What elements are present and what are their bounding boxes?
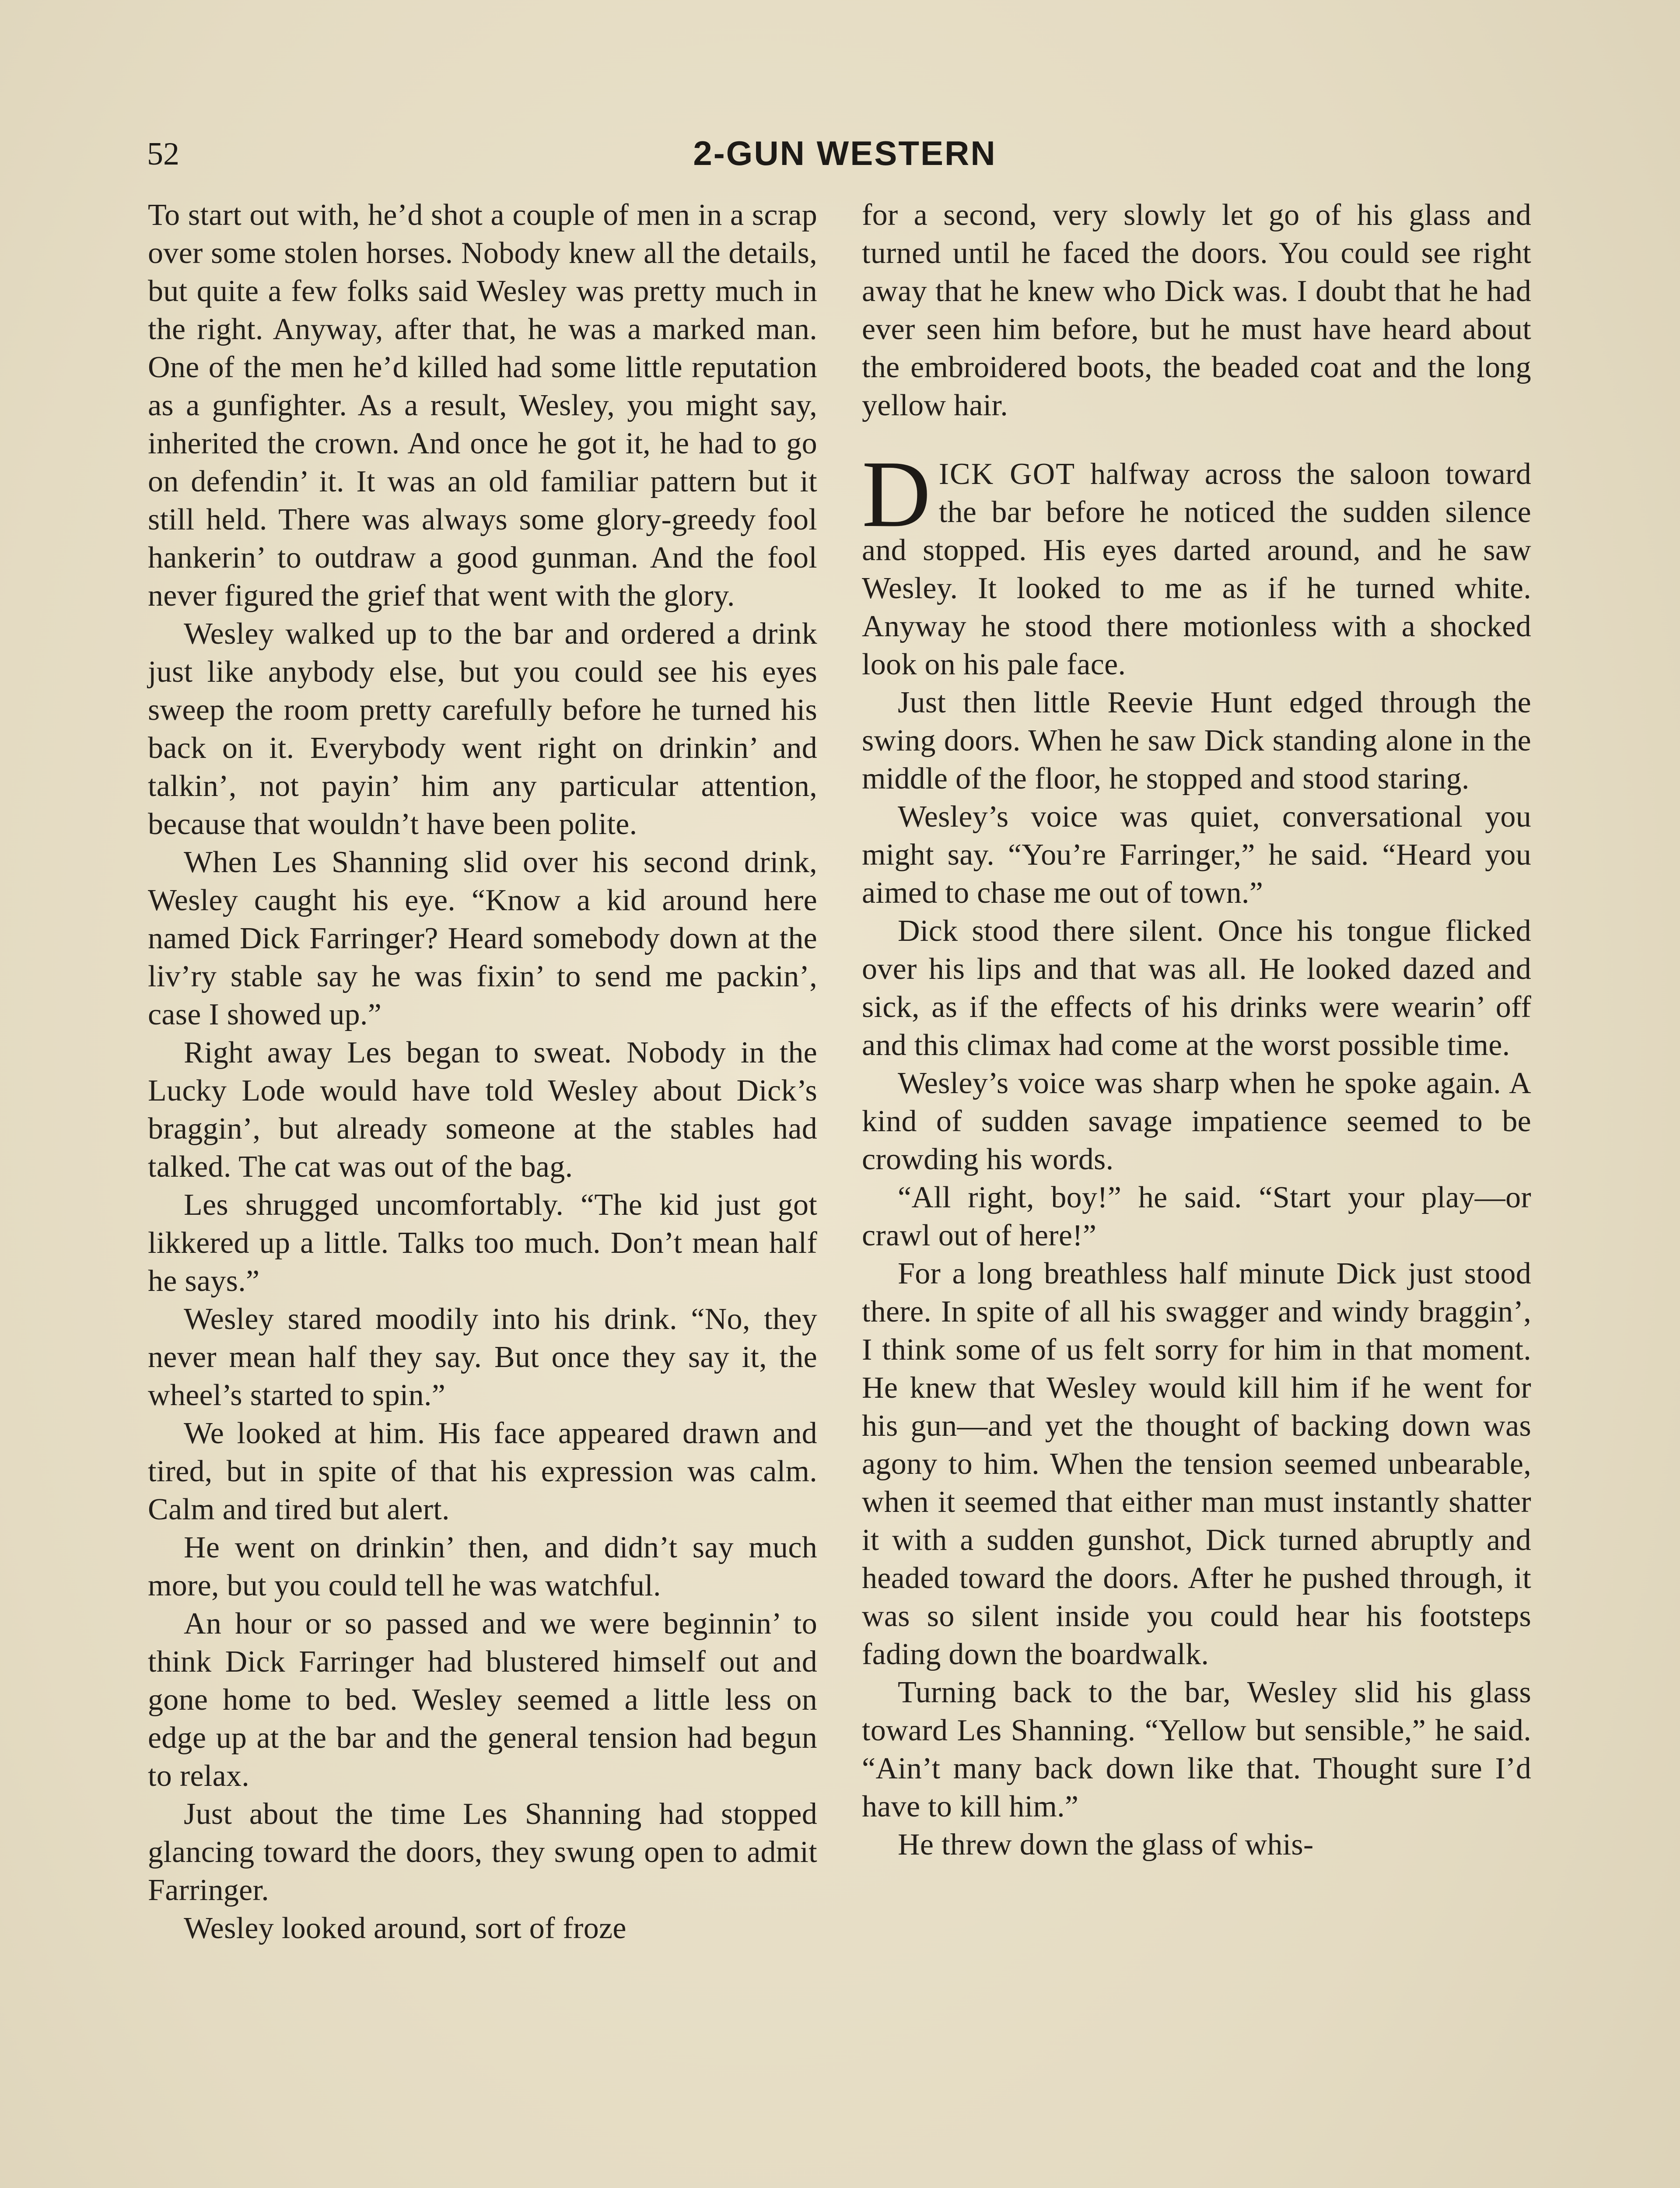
paragraph: “All right, boy!” he said. “Start your play—or crawl out of here!” <box>862 1181 1531 1252</box>
paragraph: For a long breathless half minute Dick just stood there. In spite of all his swagger and windy braggin’, I think some of us felt sorry for him in that moment. He knew that Wesley would kill him if he went for his gun—and yet the thought of backing down was agony to him. When the tension seemed unbearable, when it seemed that either man must instantly shatter it with a sudden gunshot, Dick turned abruptly and headed toward the doors. After he pushed through, it was so silent inside you could hear his footsteps fading down the boardwalk. <box>862 1257 1531 1671</box>
drop-cap: D <box>862 442 931 547</box>
paragraph: for a second, very slowly let go of his glass and turned until he faced the doors. You could see right away that he knew who Dick was. I doubt that he had ever seen him before, but he must have heard about the embroidered boots, the beaded coat and the long yellow hair. <box>862 198 1531 422</box>
paragraph: Wesley walked up to the bar and ordered a drink just like anybody else, but you could see his eyes sweep the room pretty carefully before he turned his back on it. Everybody went right on drinkin’ and talkin’, not payin’ him any particular attention, because that wouldn’t have been polite. <box>148 617 817 841</box>
section-opening-paragraph <box>862 442 1531 684</box>
paragraph: Les shrugged uncomfortably. “The kid just got likkered up a little. Talks too much. Don’t mean half he says.” <box>148 1188 817 1298</box>
paragraph: Wesley stared moodily into his drink. “No, they never mean half they say. But once they say it, the wheel’s started to spin.” <box>148 1302 817 1412</box>
paragraph: Turning back to the bar, Wesley slid his glass toward Les Shanning. “Yellow but sensible,” he said. “Ain’t many back down like that. Thought sure I’d have to kill him.” <box>862 1676 1531 1823</box>
lead-in-text: ICK GOT <box>938 457 1075 491</box>
paragraph: To start out with, he’d shot a couple of men in a scrap over some stolen horses. Nobody knew all the details, but quite a few folks said Wesley was pretty much in the right. Anyway, after that, he was a marked man. One of the men he’d killed had some little reputation as a gunfighter. As a result, Wesley, you might say, inherited the crown. And once he got it, he had to go on defendin’ it. It was an old familiar pattern but it still held. There was always some glory-greedy fool hankerin’ to outdraw a good gunman. And the fool never figured the grief that went with the glory. <box>148 198 817 613</box>
paragraph: We looked at him. His face appeared drawn and tired, but in spite of that his expression was calm. Calm and tired but alert. <box>148 1417 817 1526</box>
page-number: 52 <box>147 136 179 172</box>
paragraph: Just about the time Les Shanning had stopped glancing toward the doors, they swung open to admit Farringer. <box>148 1797 817 1907</box>
page-header <box>147 131 1543 179</box>
paragraph: Wesley’s voice was quiet, conversational you might say. “You’re Farringer,” he said. “Heard you aimed to chase me out of town.” <box>862 800 1531 910</box>
section-text: halfway across the saloon toward the bar before he noticed the sudden silence and stopped. His eyes darted around, and he saw Wesley. It looked to me as if he turned white. Anyway he stood there motionless with a shocked look on his pale face. <box>862 457 1531 681</box>
left-column <box>148 196 817 1947</box>
paragraph: Wesley looked around, sort of froze <box>184 1911 626 1945</box>
paragraph: Right away Les began to sweat. Nobody in the Lucky Lode would have told Wesley about Dick’s braggin’, but already someone at the stables had talked. The cat was out of the bag. <box>148 1036 817 1184</box>
paragraph: Dick stood there silent. Once his tongue flicked over his lips and that was all. He looked dazed and sick, as if the effects of his drinks were wearin’ off and this climax had come at the worst possible time. <box>862 914 1531 1062</box>
paragraph: Just then little Reevie Hunt edged through the swing doors. When he saw Dick standing alone in the middle of the floor, he stopped and stood staring. <box>862 686 1531 796</box>
paragraph: He threw down the glass of whis- <box>898 1828 1314 1862</box>
right-column <box>862 196 1531 1864</box>
paragraph: An hour or so passed and we were beginnin’ to think Dick Farringer had blustered himself out and gone home to bed. Wesley seemed a little less on edge up at the bar and the general tension had begun to relax. <box>148 1607 817 1793</box>
magazine-title: 2-GUN WESTERN <box>693 134 997 172</box>
paragraph: When Les Shanning slid over his second drink, Wesley caught his eye. “Know a kid around here named Dick Farringer? Heard somebody down at the liv’ry stable say he was fixin’ to send me packin’, case I showed up.” <box>148 845 817 1031</box>
paragraph: He went on drinkin’ then, and didn’t say much more, but you could tell he was watchful. <box>148 1531 817 1602</box>
paragraph: Wesley’s voice was sharp when he spoke again. A kind of sudden savage impatience seemed to be crowding his words. <box>862 1066 1531 1176</box>
